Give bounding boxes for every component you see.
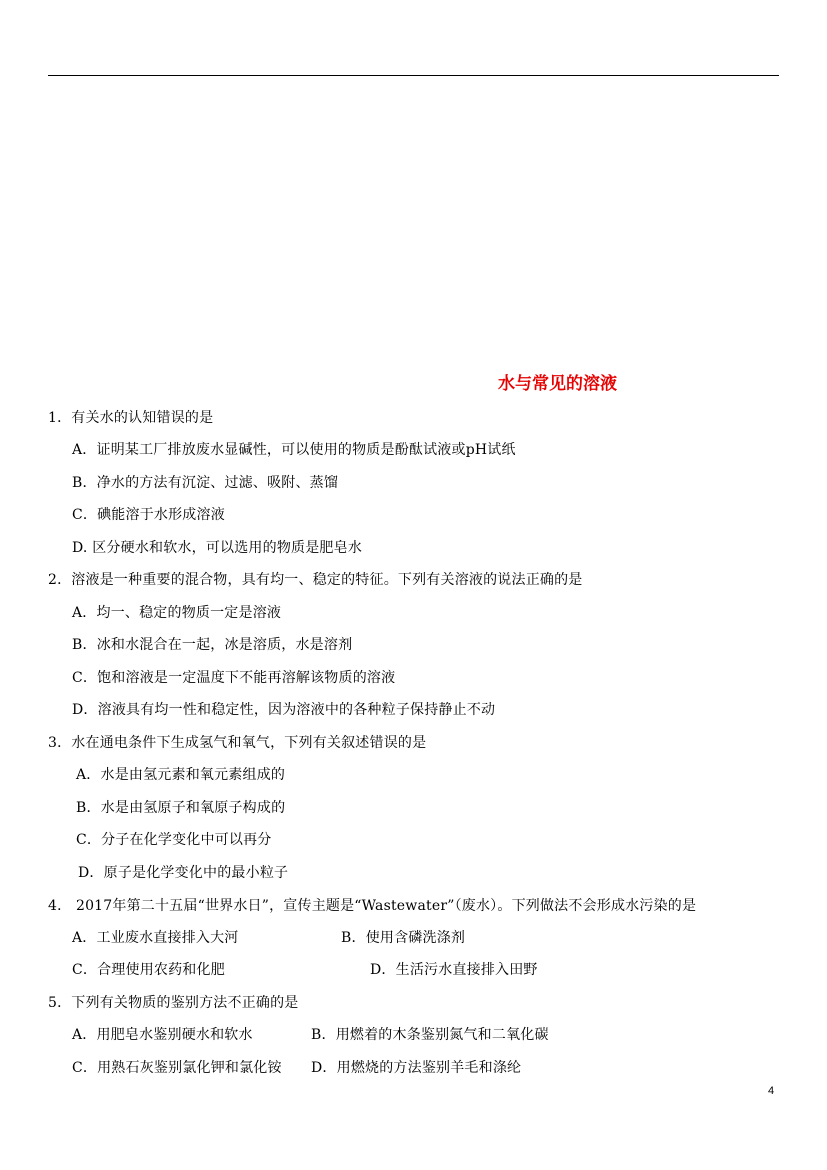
question-4-option-d: D．生活污水直接排入田野 (370, 962, 538, 978)
question-3-option-c: C．分子在化学变化中可以再分 (76, 832, 272, 848)
question-2-option-a: A．均一、稳定的物质一定是溶液 (72, 605, 282, 621)
question-3-stem: 3．水在通电条件下生成氢气和氧气，下列有关叙述错误的是 (48, 735, 427, 751)
question-2-stem: 2．溶液是一种重要的混合物，具有均一、稳定的特征。下列有关溶液的说法正确的是 (48, 572, 583, 588)
question-3-option-b: B．水是由氢原子和氧原子构成的 (76, 800, 286, 816)
header-rule (48, 75, 779, 76)
question-5-option-c: C．用熟石灰鉴别氯化钾和氯化铵 (72, 1060, 282, 1076)
question-4-option-a: A．工业废水直接排入大河 (72, 930, 239, 946)
question-3-option-d: D．原子是化学变化中的最小粒子 (78, 865, 289, 881)
question-4-option-b: B．使用含磷洗涤剂 (341, 930, 466, 946)
question-2-option-b: B．冰和水混合在一起，冰是溶质，水是溶剂 (72, 637, 353, 653)
page-number: 4 (768, 1085, 775, 1097)
question-4-stem: 4． 2017年第二十五届“世界水日”，宣传主题是“Wastewater”（废水）。下列做法不会形成水污染的是 (48, 898, 697, 914)
question-3-option-a: A．水是由氢元素和氧元素组成的 (76, 767, 286, 783)
question-1-option-a: A．证明某工厂排放废水显碱性，可以使用的物质是酚酞试液或pH试纸 (72, 442, 516, 458)
question-2-option-d: D．溶液具有均一性和稳定性，因为溶液中的各种粒子保持静止不动 (72, 702, 496, 718)
question-5-stem: 5．下列有关物质的鉴别方法不正确的是 (48, 995, 299, 1011)
question-1-stem: 1．有关水的认知错误的是 (48, 410, 214, 426)
question-5-option-a: A．用肥皂水鉴别硬水和软水 (72, 1027, 253, 1043)
question-1-option-d: D. 区分硬水和软水，可以选用的物质是肥皂水 (72, 540, 363, 556)
question-4-option-c: C．合理使用农药和化肥 (72, 962, 225, 978)
page-title: 水与常见的溶液 (498, 374, 617, 394)
question-2-option-c: C．饱和溶液是一定温度下不能再溶解该物质的溶液 (72, 670, 396, 686)
question-1-option-c: C．碘能溶于水形成溶液 (72, 507, 225, 523)
question-5-option-b: B．用燃着的木条鉴别氮气和二氧化碳 (311, 1027, 549, 1043)
question-5-option-d: D．用燃烧的方法鉴别羊毛和涤纶 (311, 1060, 522, 1076)
question-1-option-b: B．净水的方法有沉淀、过滤、吸附、蒸馏 (72, 475, 339, 491)
